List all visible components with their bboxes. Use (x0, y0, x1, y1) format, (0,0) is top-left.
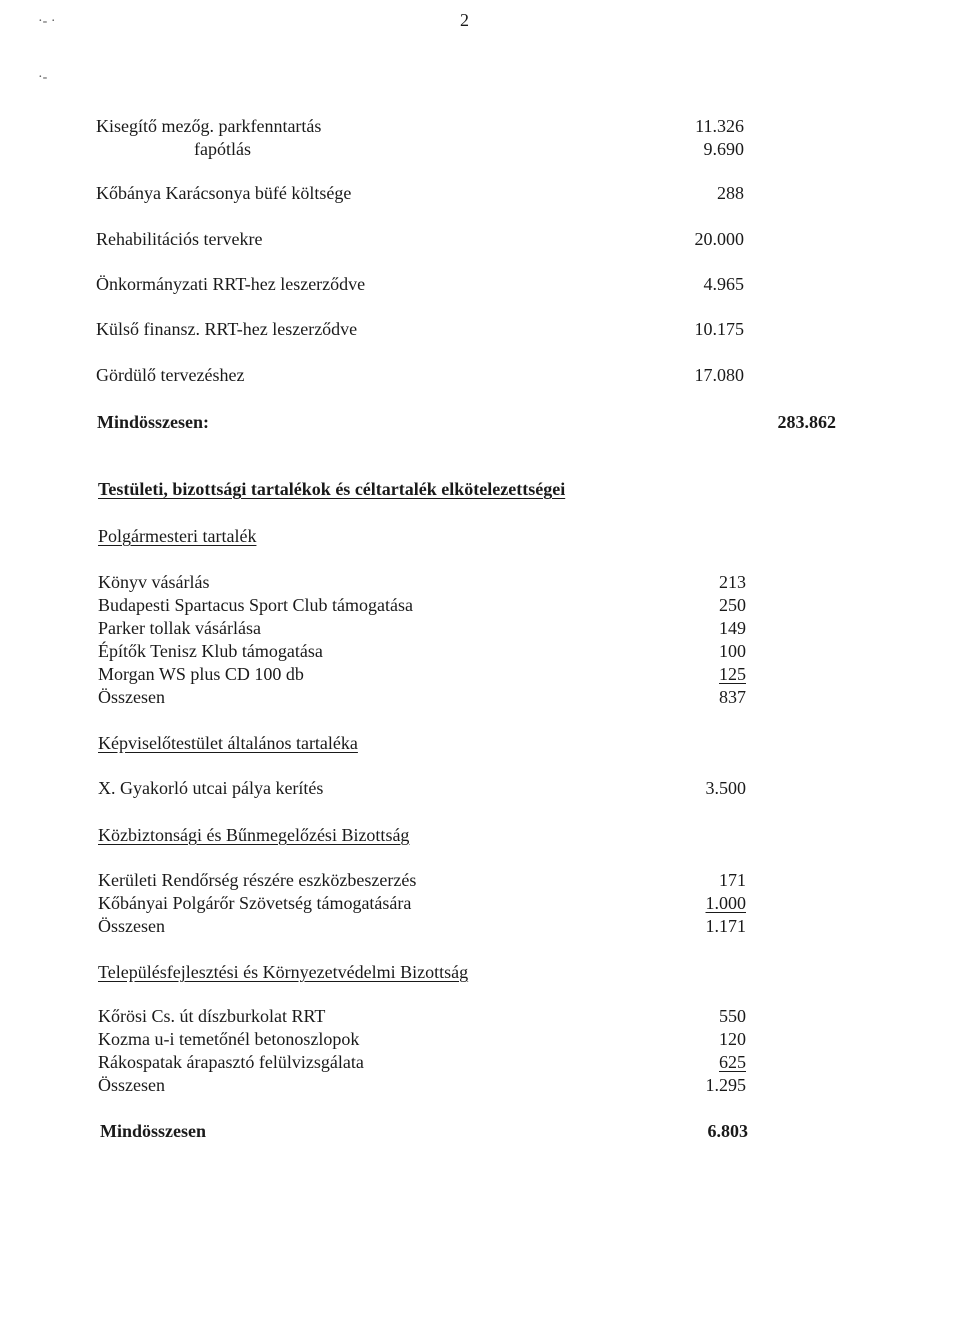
item-value: 1.000 (705, 893, 746, 913)
item-label: fapótlás (194, 139, 251, 159)
group-heading-row (0, 524, 960, 548)
group-title: Közbiztonsági és Bűnmegelőzési Bizottság (98, 825, 410, 845)
total-row (0, 410, 960, 434)
item-label: Gördülő tervezéshez (96, 365, 245, 385)
item-label: Morgan WS plus CD 100 db (98, 664, 304, 684)
grand-total-row (0, 1119, 960, 1143)
subtotal-row (0, 1073, 960, 1097)
subtotal-row (0, 914, 960, 938)
list-item (0, 114, 960, 138)
list-item (0, 891, 960, 915)
item-label: Rákospatak árapasztó felülvizsgálata (98, 1052, 364, 1072)
item-value: 625 (719, 1052, 746, 1072)
item-label: Kozma u-i temetőnél betonoszlopok (98, 1029, 360, 1049)
item-value: 4.965 (703, 274, 744, 294)
item-label: Összesen (98, 687, 165, 707)
list-item (0, 1050, 960, 1074)
list-item (0, 593, 960, 617)
section-title-row (0, 477, 960, 501)
scan-speck: ·‐ · (38, 14, 56, 29)
list-item (0, 662, 960, 686)
item-value: 17.080 (694, 365, 744, 385)
item-value: 213 (719, 572, 746, 592)
scan-speck: ·‐ (38, 70, 48, 85)
list-item (0, 1004, 960, 1028)
list-item (0, 776, 960, 800)
item-value: 125 (719, 664, 746, 684)
item-value: 3.500 (705, 778, 746, 798)
total-value: 283.862 (777, 412, 836, 432)
grand-total-label: Mindösszesen (100, 1121, 207, 1141)
group-title: Településfejlesztési és Környezetvédelmi Bizottság (98, 962, 469, 982)
item-label: Kőbánya Karácsonya büfé költsége (96, 183, 352, 203)
grand-total-value: 6.803 (707, 1121, 748, 1141)
list-item (0, 868, 960, 892)
item-value: 837 (719, 687, 746, 707)
list-item (0, 570, 960, 594)
item-label: Parker tollak vásárlása (98, 618, 261, 638)
item-value: 1.171 (705, 916, 746, 936)
item-label: Külső finansz. RRT-hez leszerződve (96, 319, 358, 339)
item-value: 1.295 (705, 1075, 746, 1095)
item-value: 288 (717, 183, 744, 203)
group-heading-row (0, 823, 960, 847)
item-label: X. Gyakorló utcai pálya kerítés (98, 778, 324, 798)
group-heading-row (0, 731, 960, 755)
item-label: Budapesti Spartacus Sport Club támogatása (98, 595, 413, 615)
item-value: 250 (719, 595, 746, 615)
item-label: Kisegítő mezőg. parkfenntartás (96, 116, 322, 136)
list-item (0, 616, 960, 640)
item-label: Könyv vásárlás (98, 572, 210, 592)
list-item (0, 317, 960, 341)
item-value: 171 (719, 870, 746, 890)
list-item (0, 639, 960, 663)
page-number: 2 (460, 10, 469, 30)
item-label: Összesen (98, 916, 165, 936)
list-item (0, 137, 960, 161)
item-label: Kerületi Rendőrség részére eszközbeszerzés (98, 870, 417, 890)
list-item (0, 227, 960, 251)
item-value: 149 (719, 618, 746, 638)
item-label: Kőrösi Cs. út díszburkolat RRT (98, 1006, 326, 1026)
group-title: Polgármesteri tartalék (98, 526, 257, 546)
item-value: 550 (719, 1006, 746, 1026)
item-label: Összesen (98, 1075, 165, 1095)
section-title: Testületi, bizottsági tartalékok és céltartalék elkötelezettségei (98, 479, 566, 499)
item-label: Önkormányzati RRT-hez leszerződve (96, 274, 366, 294)
item-value: 9.690 (703, 139, 744, 159)
item-value: 100 (719, 641, 746, 661)
item-value: 20.000 (694, 229, 744, 249)
group-title: Képviselőtestület általános tartaléka (98, 733, 358, 753)
item-label: Építők Tenisz Klub támogatása (98, 641, 323, 661)
total-label: Mindösszesen: (97, 412, 209, 432)
group-heading-row (0, 960, 960, 984)
list-item (0, 181, 960, 205)
item-value: 120 (719, 1029, 746, 1049)
item-value: 11.326 (695, 116, 744, 136)
item-label: Rehabilitációs tervekre (96, 229, 263, 249)
subtotal-row (0, 685, 960, 709)
list-item (0, 363, 960, 387)
item-value: 10.175 (694, 319, 744, 339)
list-item (0, 272, 960, 296)
item-label: Kőbányai Polgárőr Szövetség támogatására (98, 893, 412, 913)
list-item (0, 1027, 960, 1051)
